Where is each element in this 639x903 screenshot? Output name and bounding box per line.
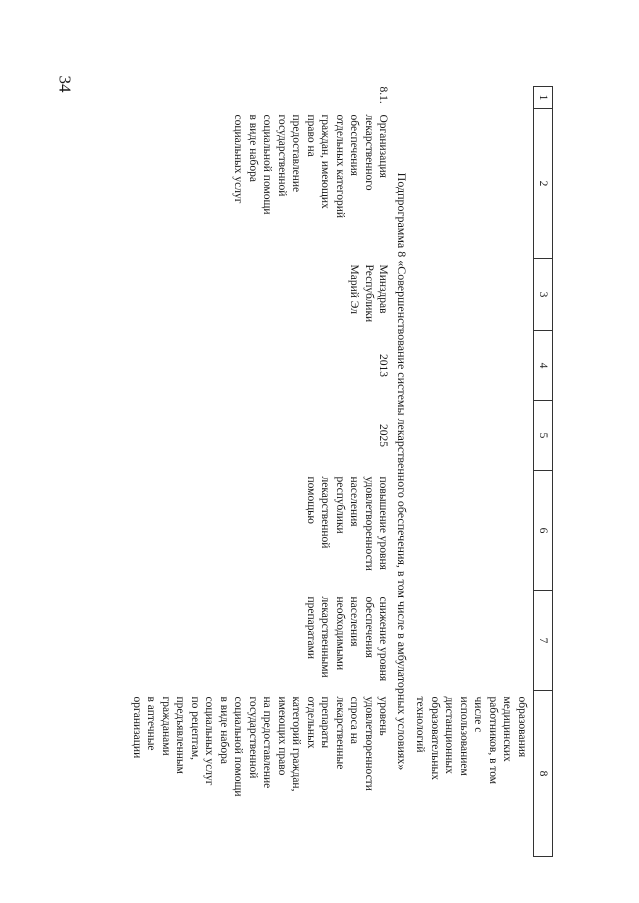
row-number: 8.1. [377, 86, 390, 104]
table-row [413, 87, 534, 857]
prev-row-indicator-cell: образования медицинских работников, в том числе с использованием дистанционных образовательных технологий [414, 696, 528, 785]
executor-cell: Минздрав Республики Марий Эл [348, 264, 390, 323]
start-year-cell: 2013 [377, 354, 390, 377]
column-header: 3 [534, 259, 553, 331]
subprogram-title-row [395, 87, 414, 857]
column-header: 7 [534, 591, 553, 691]
expected-result-cell: повышение уровня удовлетворенности населения республики лекарственной помощью [305, 476, 390, 571]
table-row [130, 87, 395, 857]
page-number: 34 [55, 75, 75, 93]
end-year-cell: 2025 [377, 424, 390, 447]
rotated-table-region [103, 86, 553, 856]
column-header: 2 [534, 109, 553, 259]
column-number-row [534, 87, 553, 857]
column-header: 4 [534, 331, 553, 401]
activities-table [130, 86, 554, 857]
column-header: 1 [534, 87, 553, 109]
column-header: 8 [534, 691, 553, 857]
column-header: 5 [534, 401, 553, 471]
column-header: 6 [534, 471, 553, 591]
subprogram-title: Подпрограмма 8 «Совершенствование системы лекарственного обеспечения, в том числе в амбулаторных условиях» [395, 172, 409, 771]
consequences-cell: снижение уровня обеспечения населения необходимыми лекарственными препаратами [305, 596, 390, 682]
indicator-cell: уровень удовлетворенности спроса на лекарственные препараты отдельных категорий граждан, имеющих право на предоставление государственной социальной помощи в виде набора социальных услуг по рецептам, предъявленным гражданами в аптечные организации [131, 696, 390, 797]
activity-name-cell: Организация лекарственного обеспечения отдельных категорий граждан, имеющих право на предоставление государственной социальной помощи в виде набора социальных услуг [232, 114, 390, 219]
